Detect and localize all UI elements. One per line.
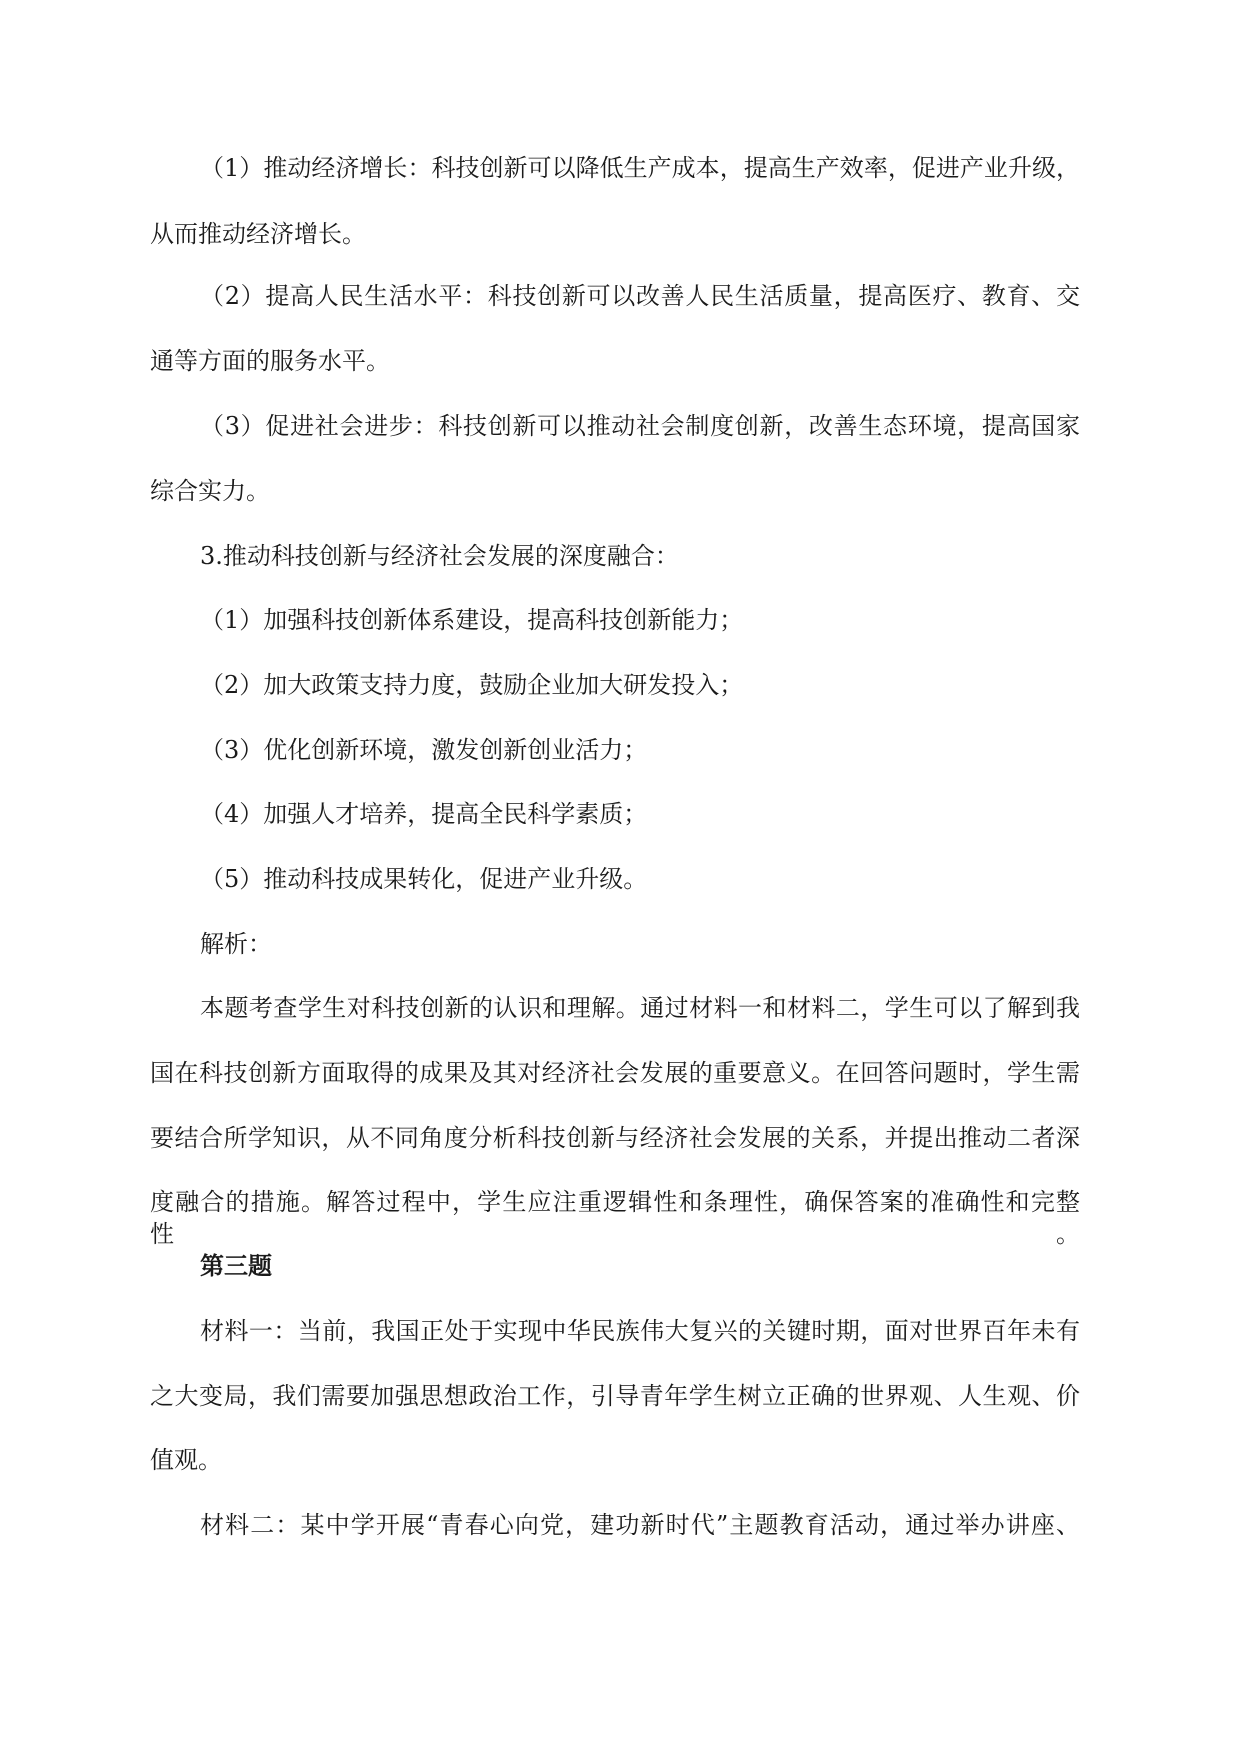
material-1-line-3: 值观。 — [150, 1446, 222, 1474]
material-1-line-2: 之大变局，我们需要加强思想政治工作，引导青年学生树立正确的世界观、人生观、价 — [150, 1382, 1080, 1410]
analysis-line-4: 度融合的措施。解答过程中，学生应注重逻辑性和条理性，确保答案的准确性和完整性。 — [150, 1188, 1080, 1248]
point-3-line-2: 综合实力。 — [150, 477, 270, 505]
analysis-line-2: 国在科技创新方面取得的成果及其对经济社会发展的重要意义。在回答问题时，学生需 — [150, 1059, 1080, 1087]
question-3-title: 第三题 — [200, 1251, 272, 1280]
analysis-label: 解析： — [200, 930, 272, 958]
section-3-heading: 3.推动科技创新与经济社会发展的深度融合： — [200, 542, 679, 570]
point-1-line-1: （1）推动经济增长：科技创新可以降低生产成本，提高生产效率，促进产业升级， — [200, 154, 1080, 182]
material-1-line-1: 材料一：当前，我国正处于实现中华民族伟大复兴的关键时期，面对世界百年未有 — [200, 1317, 1080, 1345]
section-3-item-1: （1）加强科技创新体系建设，提高科技创新能力； — [200, 606, 744, 634]
section-3-item-3: （3）优化创新环境，激发创新创业活力； — [200, 736, 648, 764]
point-2-line-2: 通等方面的服务水平。 — [150, 347, 390, 375]
section-3-item-4: （4）加强人才培养，提高全民科学素质； — [200, 800, 648, 828]
material-2-line-1: 材料二：某中学开展“青春心向党，建功新时代”主题教育活动，通过举办讲座、 — [200, 1511, 1080, 1539]
point-1-line-2: 从而推动经济增长。 — [150, 220, 366, 248]
analysis-line-1: 本题考查学生对科技创新的认识和理解。通过材料一和材料二，学生可以了解到我 — [200, 994, 1080, 1022]
point-2-line-1: （2）提高人民生活水平：科技创新可以改善人民生活质量，提高医疗、教育、交 — [200, 282, 1080, 310]
analysis-line-3: 要结合所学知识，从不同角度分析科技创新与经济社会发展的关系，并提出推动二者深 — [150, 1124, 1080, 1152]
section-3-item-2: （2）加大政策支持力度，鼓励企业加大研发投入； — [200, 671, 744, 699]
point-3-line-1: （3）促进社会进步：科技创新可以推动社会制度创新，改善生态环境，提高国家 — [200, 412, 1080, 440]
section-3-item-5: （5）推动科技成果转化，促进产业升级。 — [200, 865, 648, 893]
